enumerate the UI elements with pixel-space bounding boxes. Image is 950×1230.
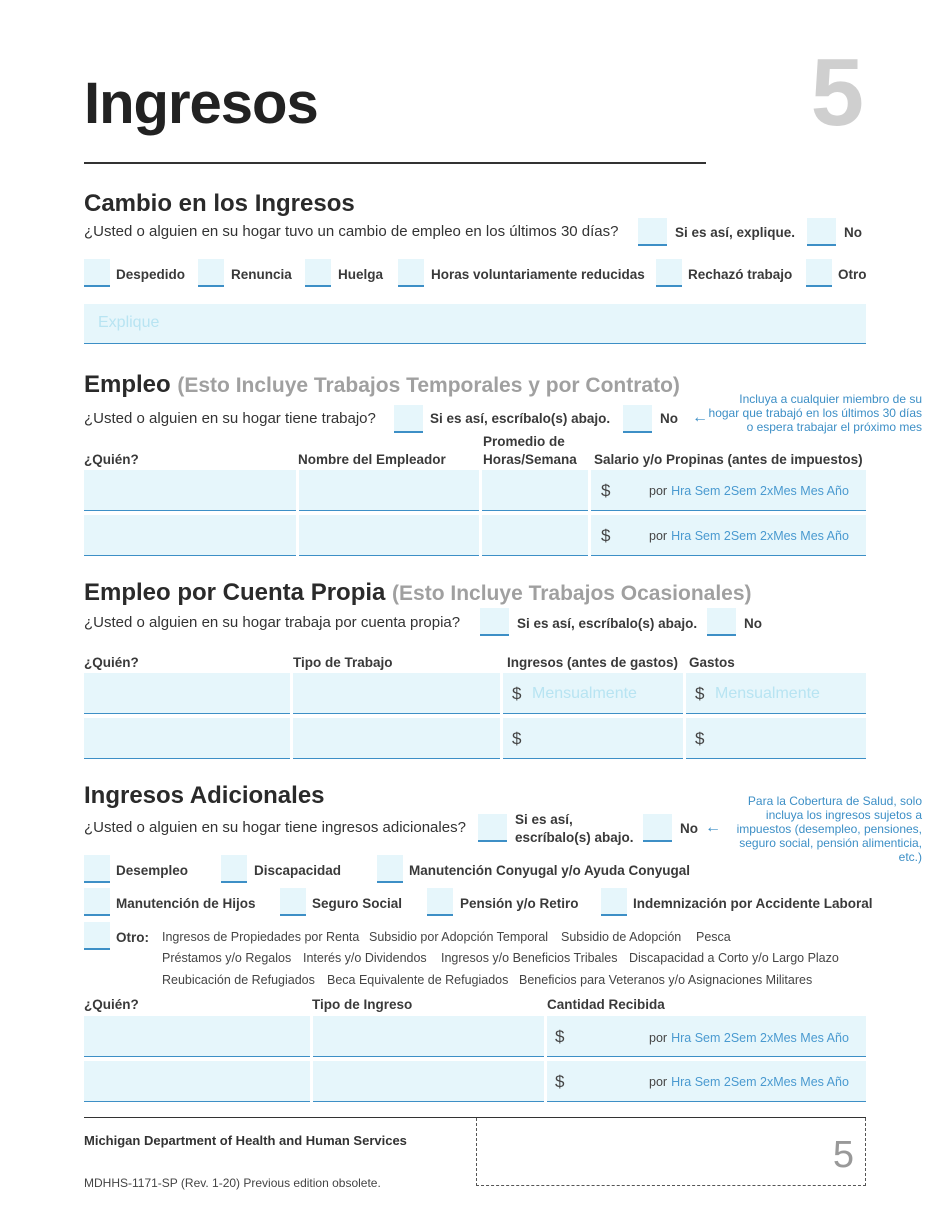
question-self-employed: ¿Usted o alguien en su hogar trabaja por cuenta propia? [84, 614, 461, 631]
explain-field[interactable] [84, 304, 866, 344]
section-heading-self-employment [84, 579, 752, 607]
col-salary: Salario y/o Propinas (antes de impuestos) [594, 452, 863, 467]
label-additional-yes-line1: Si es así, [515, 812, 573, 827]
monthly-placeholder: Mensualmente [715, 685, 820, 702]
dollar-sign: $ [695, 729, 705, 748]
employment-salary-input[interactable] [591, 515, 866, 556]
self-employment-heading-text: Empleo por Cuenta Propia [84, 579, 386, 606]
checkbox-additional-no[interactable] [643, 814, 672, 842]
checkbox-manutencion-conyugal[interactable] [377, 855, 403, 883]
dollar-sign: $ [555, 1072, 565, 1091]
label-otro: Otro [838, 267, 867, 282]
section-heading-additional-income: Ingresos Adicionales [84, 782, 325, 809]
dollar-sign: $ [512, 684, 522, 703]
period-selector[interactable] [649, 484, 849, 498]
checkbox-otro[interactable] [806, 259, 832, 287]
checkbox-self-employed-yes[interactable] [480, 608, 509, 636]
label-renuncia: Renuncia [231, 267, 292, 282]
question-additional-income: ¿Usted o alguien en su hogar tiene ingresos adicionales? [84, 819, 466, 836]
additional-income-note: Para la Cobertura de Salud, solo incluya los ingresos sujetos a impuestos (desempleo, pensiones, seguro social, pensión alimenticia, etc.) [736, 794, 922, 864]
por-label: por [649, 1031, 668, 1045]
checkbox-self-employed-no[interactable] [707, 608, 736, 636]
period-selector[interactable] [649, 1031, 849, 1045]
additional-type-input[interactable] [313, 1061, 544, 1102]
checkbox-manutencion-hijos[interactable] [84, 888, 110, 916]
checkbox-pension-retiro[interactable] [427, 888, 453, 916]
self-employment-type-input[interactable] [293, 718, 500, 759]
employment-who-input[interactable] [84, 515, 296, 556]
label-manutencion-conyugal: Manutención Conyugal y/o Ayuda Conyugal [409, 863, 691, 878]
label-rechazo-trabajo: Rechazó trabajo [688, 267, 793, 282]
checkbox-desempleo[interactable] [84, 855, 110, 883]
self-employment-type-input[interactable] [293, 673, 500, 714]
other-option: Ingresos y/o Beneficios Tribales [441, 951, 618, 965]
checkbox-otro-ingreso[interactable] [84, 922, 110, 950]
page-title: Ingresos [84, 71, 318, 136]
col-amount: Cantidad Recibida [547, 997, 665, 1012]
additional-who-input[interactable] [84, 1061, 310, 1102]
label-additional-yes-line2: escríbalo(s) abajo. [515, 830, 634, 845]
additional-amount-input[interactable] [547, 1016, 866, 1057]
period-selector[interactable] [649, 529, 849, 543]
period-options[interactable]: Hra Sem 2Sem 2xMes Mes Año [671, 484, 849, 498]
label-has-job-yes: Si es así, escríbalo(s) abajo. [430, 411, 611, 426]
employment-employer-input[interactable] [299, 470, 479, 511]
checkbox-discapacidad[interactable] [221, 855, 247, 883]
dollar-sign: $ [601, 526, 611, 545]
other-option: Ingresos de Propiedades por Renta [162, 930, 360, 944]
label-job-change-no: No [844, 225, 862, 240]
dollar-sign: $ [512, 729, 522, 748]
self-employment-expenses-input[interactable] [686, 718, 866, 759]
label-desempleo: Desempleo [116, 863, 189, 878]
checkbox-job-change-yes[interactable] [638, 218, 667, 246]
office-use-box [476, 1118, 866, 1186]
checkbox-renuncia[interactable] [198, 259, 224, 287]
question-job-change: ¿Usted o alguien en su hogar tuvo un cambio de empleo en los últimos 30 días? [84, 223, 619, 240]
label-huelga: Huelga [338, 267, 384, 282]
label-pension-retiro: Pensión y/o Retiro [460, 896, 579, 911]
col-who: ¿Quién? [84, 997, 139, 1012]
label-discapacidad: Discapacidad [254, 863, 342, 878]
por-label: por [649, 529, 668, 543]
col-hours-line2: Horas/Semana [483, 452, 577, 467]
employment-who-input[interactable] [84, 470, 296, 511]
other-option: Interés y/o Dividendos [303, 951, 427, 965]
other-option: Beca Equivalente de Refugiados [327, 973, 509, 987]
label-has-job-no: No [660, 411, 678, 426]
arrow-left-icon: ← [692, 409, 708, 426]
employment-hours-input[interactable] [482, 515, 588, 556]
label-seguro-social: Seguro Social [312, 896, 403, 911]
label-additional-no: No [680, 821, 698, 836]
employment-salary-input[interactable] [591, 470, 866, 511]
checkbox-huelga[interactable] [305, 259, 331, 287]
question-has-job: ¿Usted o alguien en su hogar tiene trabajo? [84, 410, 376, 427]
checkbox-has-job-no[interactable] [623, 405, 652, 433]
employment-subheading: (Esto Incluye Trabajos Temporales y por Contrato) [177, 374, 680, 397]
other-option: Beneficios para Veteranos y/o Asignaciones Militares [519, 973, 813, 987]
additional-who-input[interactable] [84, 1016, 310, 1057]
checkbox-horas-reducidas[interactable] [398, 259, 424, 287]
other-option: Subsidio de Adopción [561, 930, 682, 944]
other-option: Reubicación de Refugiados [162, 973, 315, 987]
dollar-sign: $ [601, 481, 611, 500]
col-income-type: Tipo de Ingreso [312, 997, 413, 1012]
other-option: Discapacidad a Corto y/o Largo Plazo [629, 951, 839, 965]
label-job-change-yes: Si es así, explique. [675, 225, 796, 240]
other-option: Pesca [696, 930, 731, 944]
checkbox-has-job-yes[interactable] [394, 405, 423, 433]
period-selector[interactable] [649, 1075, 849, 1089]
label-self-employed-yes: Si es así, escríbalo(s) abajo. [517, 616, 698, 631]
dollar-sign: $ [555, 1027, 565, 1046]
col-work-type: Tipo de Trabajo [293, 655, 393, 670]
label-despedido: Despedido [116, 267, 186, 282]
checkbox-despedido[interactable] [84, 259, 110, 287]
col-employer: Nombre del Empleador [298, 452, 446, 467]
period-options[interactable]: Hra Sem 2Sem 2xMes Mes Año [671, 529, 849, 543]
period-options[interactable]: Hra Sem 2Sem 2xMes Mes Año [671, 1075, 849, 1089]
monthly-placeholder: Mensualmente [532, 685, 637, 702]
col-income: Ingresos (antes de gastos) [507, 655, 679, 670]
section-heading-employment [84, 371, 680, 399]
form-number: MDHHS-1171-SP (Rev. 1-20) Previous edition obsolete. [84, 1176, 381, 1190]
por-label: por [649, 484, 668, 498]
self-employment-income-input[interactable] [503, 673, 683, 714]
self-employment-subheading: (Esto Incluye Trabajos Ocasionales) [392, 582, 752, 605]
section-heading-income-change: Cambio en los Ingresos [84, 190, 355, 217]
dollar-sign: $ [695, 684, 705, 703]
checkbox-rechazo-trabajo[interactable] [656, 259, 682, 287]
employment-hours-input[interactable] [482, 470, 588, 511]
title-divider [84, 162, 706, 164]
checkbox-additional-yes[interactable] [478, 814, 507, 842]
label-indemnizacion: Indemnización por Accidente Laboral [633, 896, 873, 911]
self-employment-expenses-input[interactable] [686, 673, 866, 714]
arrow-left-icon: ← [705, 819, 721, 836]
other-option: Subsidio por Adopción Temporal [369, 930, 549, 944]
employment-note: Incluya a cualquier miembro de su hogar que trabajó en los últimos 30 días o espera trabajar el próximo mes [708, 392, 922, 434]
label-otro-ingreso: Otro: [116, 930, 149, 945]
period-options[interactable]: Hra Sem 2Sem 2xMes Mes Año [671, 1031, 849, 1045]
col-expenses: Gastos [689, 655, 735, 670]
self-employment-who-input[interactable] [84, 673, 290, 714]
employment-employer-input[interactable] [299, 515, 479, 556]
additional-amount-input[interactable] [547, 1061, 866, 1102]
page-number-large: 5 [810, 39, 864, 146]
self-employment-who-input[interactable] [84, 718, 290, 759]
checkbox-seguro-social[interactable] [280, 888, 306, 916]
explain-placeholder: Explique [98, 314, 160, 331]
label-horas-reducidas: Horas voluntariamente reducidas [431, 267, 645, 282]
col-who: ¿Quién? [84, 655, 139, 670]
additional-type-input[interactable] [313, 1016, 544, 1057]
department-name: Michigan Department of Health and Human Services [84, 1133, 407, 1148]
label-self-employed-no: No [744, 616, 762, 631]
por-label: por [649, 1075, 668, 1089]
col-hours-line1: Promedio de [483, 434, 565, 449]
col-who: ¿Quién? [84, 452, 139, 467]
other-option: Préstamos y/o Regalos [162, 951, 292, 965]
employment-heading-text: Empleo [84, 371, 171, 398]
checkbox-indemnizacion[interactable] [601, 888, 627, 916]
self-employment-income-input[interactable] [503, 718, 683, 759]
label-manutencion-hijos: Manutención de Hijos [116, 896, 256, 911]
page-number-small: 5 [832, 1134, 854, 1176]
checkbox-job-change-no[interactable] [807, 218, 836, 246]
